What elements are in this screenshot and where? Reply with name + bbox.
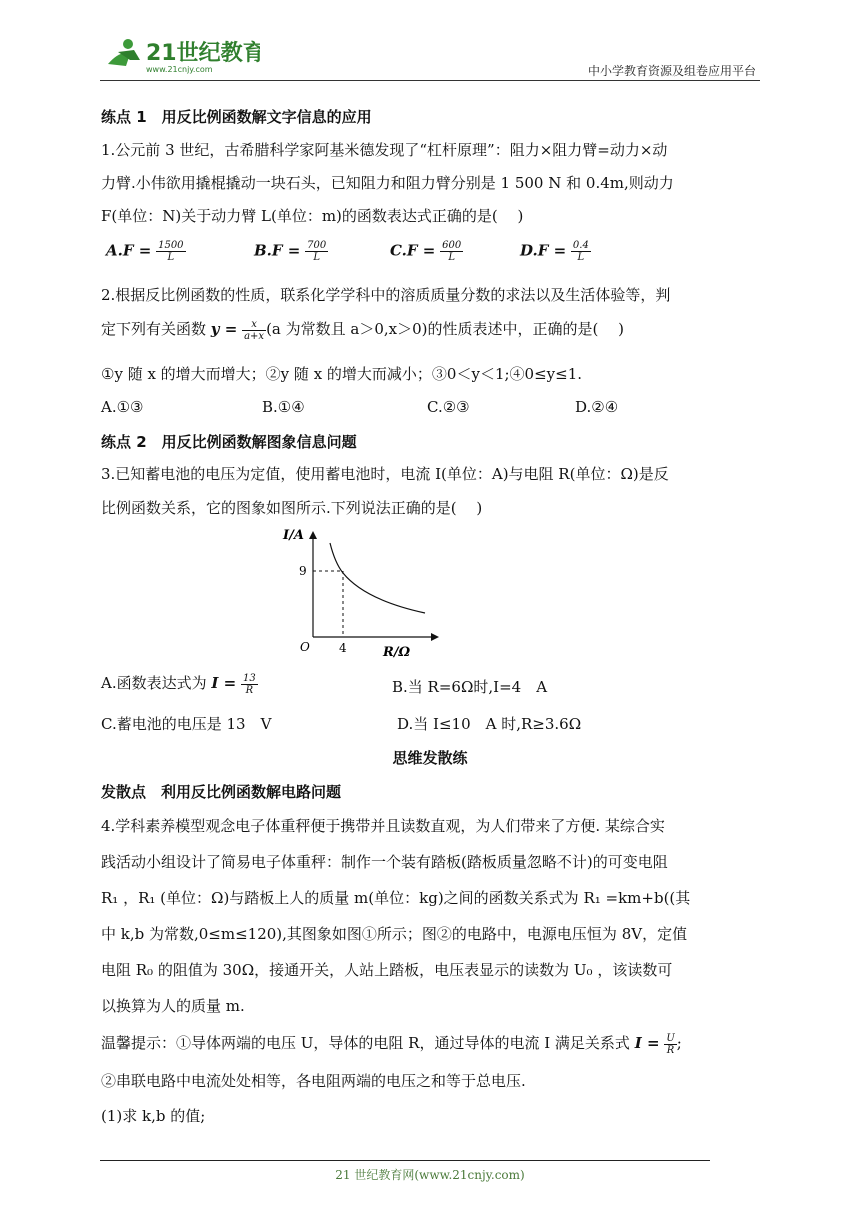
graph-x-label: R/Ω: [383, 645, 411, 660]
graph-y-tick: 9: [299, 564, 307, 578]
q3-line1: 3.已知蓄电池的电压为定值，使用蓄电池时，电流 I(单位：A)与电阻 R(单位：Ω)是反: [101, 465, 669, 483]
logo-text: 21世纪教育: [146, 41, 260, 66]
q2-line1: 2.根据反比例函数的性质，联系化学学科中的溶质质量分数的求法以及生活体验等，判: [101, 286, 671, 304]
q4-line5: 电阻 R₀ 的阻值为 30Ω，接通开关，人站上踏板，电压表显示的读数为 U₀ ，该读数可: [101, 961, 673, 979]
inverse-function-graph: [275, 525, 460, 660]
q2-option-a[interactable]: A.①③: [101, 398, 144, 416]
q4-line6: 以换算为人的质量 m.: [101, 997, 245, 1015]
x-axis-arrow: [431, 633, 439, 641]
footer-divider: [100, 1160, 710, 1161]
q2-option-b[interactable]: B.①④: [262, 398, 305, 416]
q1-option-a[interactable]: A.F = $\frac{1500}{L}$: [106, 240, 184, 263]
section3-title: 思维发散练: [392, 749, 468, 767]
section4-title: 发散点 利用反比例函数解电路问题: [101, 783, 342, 801]
q4-line2: 践活动小组设计了简易电子体重秤：制作一个装有踏板(踏板质量忽略不计)的可变电阻: [101, 853, 668, 871]
footer-text[interactable]: 21 世纪教育网(www.21cnjy.com): [335, 1168, 525, 1182]
q2-option-d[interactable]: D.②④: [575, 398, 619, 416]
q2-line3: ①y 随 x 的增大而增大；②y 随 x 的增大而减小；③0＜y＜1;④0≤y≤1.: [101, 365, 583, 383]
header-divider: [100, 80, 760, 81]
site-logo: [100, 30, 260, 78]
q4-line1: 4.学科素养模型观念电子体重秤便于携带并且读数直观，为人们带来了方便. 某综合实: [101, 817, 665, 835]
q4-tip1: 温馨提示：①导体两端的电压 U，导体的电阻 R，通过导体的电流 I 满足关系式 I = $\frac{U}{R}$ ;: [101, 1032, 682, 1056]
q4-line4: 中 k,b 为常数,0≤m≤120),其图象如图①所示；图②的电路中，电源电压恒为 8V，定值: [101, 925, 688, 943]
hyperbola-curve: [330, 543, 425, 613]
header-platform-text: 中小学教育资源及组卷应用平台: [587, 64, 756, 78]
q1-line3: F(单位：N)关于动力臂 L(单位：m)的函数表达式正确的是( ): [101, 207, 524, 225]
q1-option-b[interactable]: B.F = $\frac{700}{L}$: [254, 240, 327, 263]
graph-y-label: I/A: [283, 528, 304, 543]
q3-option-c[interactable]: C.蓄电池的电压是 13 V: [101, 715, 272, 733]
q1-line2: 力臂.小伟欲用撬棍撬动一块石头，已知阻力和阻力臂分别是 1 500 N 和 0.4m,则动力: [101, 174, 674, 192]
section1-title: 练点 1 用反比例函数解文字信息的应用: [101, 108, 372, 126]
q4-line3: R₁ ，R₁ (单位：Ω)与踏板上人的质量 m(单位：kg)之间的函数关系式为 R₁ =km+b((其: [101, 889, 691, 907]
q3-option-d[interactable]: D.当 I≤10 A 时,R≥3.6Ω: [397, 715, 582, 733]
section2-title: 练点 2 用反比例函数解图象信息问题: [101, 433, 357, 451]
q4-tip2: ②串联电路中电流处处相等，各电阻两端的电压之和等于总电压.: [101, 1072, 526, 1090]
q2-line2: 定下列有关函数 y = $\frac{x}{a+x}$ (a 为常数且 a＞0,x＞0)的性质表述中，正确的是( ): [101, 318, 624, 342]
q1-option-c[interactable]: C.F = $\frac{600}{L}$: [390, 240, 462, 263]
q1-option-d[interactable]: D.F = $\frac{0.4}{L}$: [520, 240, 589, 263]
q3-line2: 比例函数关系，它的图象如图所示.下列说法正确的是( ): [101, 499, 483, 517]
q4-sub1: (1)求 k,b 的值;: [101, 1107, 206, 1125]
q1-line1: 1.公元前 3 世纪，古希腊科学家阿基米德发现了“杠杆原理”：阻力×阻力臂=动力×动: [101, 141, 668, 159]
q2-option-c[interactable]: C.②③: [427, 398, 470, 416]
q3-option-a[interactable]: A.函数表达式为 I = $\frac{13}{R}$: [101, 672, 256, 696]
graph-origin-label: O: [300, 640, 310, 654]
logo-sub: www.21cnjy.com: [146, 65, 213, 74]
q3-option-b[interactable]: B.当 R=6Ω时,I=4 A: [392, 678, 548, 696]
y-axis-arrow: [309, 531, 317, 539]
graph-x-tick: 4: [339, 641, 347, 655]
